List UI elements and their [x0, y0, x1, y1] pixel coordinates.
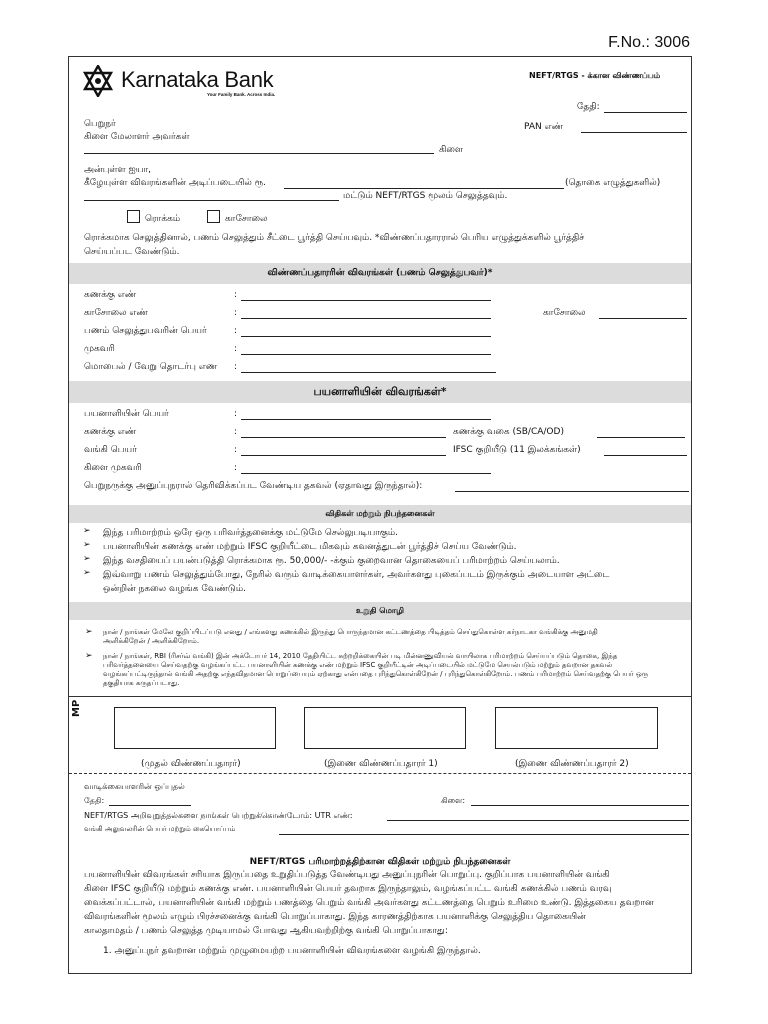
- declaration-line: வழங்கப்பட்டிருந்தால் வங்கி அதற்கு எந்தவிதமான பொறுப்பையும் ஏற்காது என்பதை புரிந்துகொள்கிறேன் / புரிந்துகொள்கிறோம். பணம் பரிமாற்றம் செய்வதற்கு பெயர் ஒரு: [103, 670, 649, 678]
- cheque-label: காசோலை: [225, 214, 268, 224]
- branch-label: கிளை: [439, 145, 464, 155]
- declaration-line: தகுதியாக கருதப்படாது.: [103, 679, 180, 687]
- beneficiary-name-field[interactable]: [241, 419, 491, 420]
- first-applicant-signature-box[interactable]: [114, 707, 276, 749]
- info-label: பெறுநருக்கு அனுப்புநரால் தெரிவிக்கப்பட வேண்டிய தகவல் (ஏதாவது இருந்தால்):: [84, 481, 423, 491]
- footer-para: காலதாமதம் / பணம் செலுத்த முடியாமல் போவது ஆகியவற்றிற்கு வங்கி பொறுப்பாகாது:: [84, 926, 448, 936]
- term-item: இவ்வாறு பணம் செலுத்தும்போது, நேரில் வரும் வாடிக்கையாளர்கள், அவர்களது புகைப்படம் இருக்கும் அடையாள அட்டை: [103, 570, 610, 580]
- date-label: தேதி:: [577, 102, 600, 112]
- joint-applicant-1-signature-box[interactable]: [304, 707, 466, 749]
- footer-terms-heading: NEFT/RTGS பரிமாற்றத்திற்கான விதிகள் மற்றும் நிபந்தனைகள்: [249, 857, 511, 867]
- amount-words-field[interactable]: [284, 188, 564, 189]
- bank-name: Karnataka Bank: [121, 67, 274, 92]
- footer-item: 1. அனுப்புநர் தவறான மற்றும் முழுமையற்ற பயனாளியின் விவரங்களை வழங்கி இருந்தால்.: [103, 946, 481, 956]
- utr-field[interactable]: [387, 820, 689, 821]
- applicant-cheque-label: காசோலை எண்: [84, 308, 148, 318]
- applicant-cheque-field[interactable]: [241, 318, 491, 319]
- instruction-line2: மட்டும் NEFT/RTGS மூலம் செலுத்தவும்.: [343, 191, 508, 201]
- footer-para: பயனாளியின் விவரங்கள் சரியாக இருப்பதை உறுதிப்படுத்த வேண்டியது அனுப்புநரின் பொறுப்பு. குறிப்பாக பயனாளியின் வங்கி: [84, 870, 610, 880]
- cheque-checkbox[interactable]: [207, 210, 220, 223]
- colon: :: [234, 326, 238, 336]
- amount-words-label: (தொகை எழுத்துகளில்): [565, 178, 661, 188]
- footer-para: விவரங்களின் மூலம் எழும் பிரச்சனைக்கு வங்கி பொறுப்பாகாது. இந்த காரணத்திற்காக பயனாளிக்கு செலுத்திய தொகையின்: [84, 912, 586, 922]
- applicant-account-field[interactable]: [241, 300, 491, 301]
- beneficiary-heading: பயனாளியின் விவரங்கள்*: [69, 381, 691, 403]
- ack-branch-field[interactable]: [471, 805, 689, 806]
- term-item: இந்த வசதியைப் பயன்படுத்தி ரொக்கமாக ரூ. 50,000/- -க்கும் குறைவான தொகையைப் பரிமாற்றம் செய்யலாம்.: [103, 556, 560, 566]
- joint-applicant-1-label: (இணை விண்ணப்பதாரர் 1): [324, 759, 438, 769]
- cut-line: [69, 773, 691, 774]
- cash-label: ரொக்கம்: [145, 214, 181, 224]
- colon: :: [234, 445, 238, 455]
- officer-field[interactable]: [279, 834, 689, 835]
- arrow-bullet-icon: ➢: [85, 627, 93, 637]
- joint-applicant-2-signature-box[interactable]: [495, 707, 658, 749]
- bank-tagline: Your Family Bank. Across India.: [207, 92, 276, 97]
- form-title: NEFT/RTGS - க்கான விண்ணப்பம்: [529, 71, 661, 80]
- manager-label: கிளை மேலாளர் அவர்கள்: [84, 132, 190, 142]
- karnataka-bank-logo-icon: [83, 65, 113, 97]
- arrow-bullet-icon: ➢: [83, 540, 91, 550]
- note-line1: ரொக்கமாக செலுத்தினால், பணம் செலுத்தும் சீட்டை பூர்த்தி செய்யவும். *விண்ணப்பதாரரால் பெரிய எழுத்துக்களில் பூர்த்திச்: [84, 233, 585, 243]
- arrow-bullet-icon: ➢: [83, 554, 91, 564]
- term-item: இந்த பரிமாற்றம் ஒரே ஒரு பரிவர்த்தனைக்கு மட்டுமே செல்லுபடியாகும்.: [103, 528, 398, 538]
- beneficiary-name-label: பயனாளியின் பெயர்: [84, 409, 169, 419]
- to-label: பெறுநர்: [84, 119, 116, 129]
- beneficiary-account-field[interactable]: [241, 437, 446, 438]
- colon: :: [234, 427, 238, 437]
- branch-address-field[interactable]: [241, 473, 491, 474]
- arrow-bullet-icon: ➢: [83, 568, 91, 578]
- cheque-right-field[interactable]: [599, 318, 687, 319]
- arrow-bullet-icon: ➢: [85, 651, 93, 661]
- mp-label: MP: [71, 699, 82, 717]
- mobile-label: மொபைல் / வேறு தொடர்பு எண: [84, 362, 218, 372]
- bank-name-label: வங்கி பெயர்: [84, 445, 137, 455]
- date-field[interactable]: [604, 112, 687, 113]
- colon: :: [234, 463, 238, 473]
- beneficiary-account-label: கணக்கு எண்: [84, 427, 137, 437]
- colon: :: [234, 409, 238, 419]
- utr-label: NEFT/RTGS அறிவுறுத்தல்களை நாங்கள் பெற்றுக்கொண்டோம்: UTR எண்:: [84, 811, 353, 820]
- declaration-line: நான் / நாங்கள் மேலே குறிப்பிடப்படு எனது / எங்களது கணக்கில் இருந்து பொருந்தமான கட்டணத்தை பிடித்தம் செய்துகொள்ள கர்நாடகா வங்கிக்கு அனுமதி: [103, 628, 598, 636]
- payer-name-label: பணம் செலுத்துபவரின் பெயர்: [84, 326, 207, 336]
- arrow-bullet-icon: ➢: [83, 526, 91, 536]
- address-field[interactable]: [241, 354, 491, 355]
- footer-para: கிளை IFSC குறியீடு மற்றும் கணக்கு எண். பயனாளியின் பெயர் தவறாக இருந்தாலும், வழங்கப்பட்ட வங்கி கணக்கில் பணம் வரவு: [84, 884, 612, 894]
- address-label: முகவரி: [84, 344, 115, 354]
- colon: :: [234, 290, 238, 300]
- account-type-label: கணக்கு வகை (SB/CA/OD): [453, 427, 564, 437]
- joint-applicant-2-label: (இணை விண்ணப்பதாரர் 2): [515, 759, 629, 769]
- ifsc-label: IFSC குறியீடு (11 இலக்கங்கள்): [453, 445, 581, 455]
- declaration-line: அளிக்கிறேன் / அளிக்கிறோம்.: [103, 637, 200, 645]
- salutation: அன்புள்ள ஐயா,: [84, 165, 152, 175]
- note-line2: செய்யப்பட வேண்டும்.: [84, 247, 180, 257]
- form-number: F.No.: 3006: [608, 34, 690, 51]
- term-item: பயனாளியின் கணக்கு எண் மற்றும் IFSC குறியீட்டை மிகவும் கவனத்துடன் பூர்த்திச் செய்ய வேண்டும்.: [103, 542, 517, 552]
- pan-field[interactable]: [581, 132, 687, 133]
- divider: [69, 696, 691, 697]
- info-field[interactable]: [455, 491, 689, 492]
- account-type-field[interactable]: [597, 437, 685, 438]
- cash-checkbox[interactable]: [127, 210, 140, 223]
- pan-label: PAN எண்: [524, 122, 564, 132]
- payer-name-field[interactable]: [241, 336, 491, 337]
- declaration-heading: உறுதி மொழி: [69, 602, 691, 620]
- declaration-line: பரிவர்த்தனையை செய்வதற்கு வழங்கப்பட்ட பயனாளியின் கணக்கு எண் மற்றும் IFSC குறியீட்டின் அடிப்படையில் மட்டுமே செயல்படும் மற்றும் தவறான தகவல்: [103, 661, 613, 669]
- amount-field[interactable]: [84, 200, 339, 201]
- terms-heading: விதிகள் மற்றும் நிபந்தனைகள்: [69, 505, 691, 523]
- beneficiary-bank-field[interactable]: [241, 455, 446, 456]
- applicant-heading: விண்ணப்பதாரரின் விவரங்கள் (பணம் செலுத்துபவர்)*: [69, 263, 691, 284]
- ack-branch-label: கிளை:: [441, 796, 466, 805]
- colon: :: [234, 308, 238, 318]
- branch-address-label: கிளை முகவரி: [84, 463, 142, 473]
- colon: :: [234, 344, 238, 354]
- mobile-field[interactable]: [241, 372, 496, 373]
- ack-date-field[interactable]: [109, 805, 191, 806]
- applicant-account-label: கணக்கு எண்: [84, 290, 137, 300]
- term-item-cont: ஒன்றின் நகலை வழங்க வேண்டும்.: [103, 584, 246, 594]
- instruction-line1: கீழேயுள்ள விவரங்களின் அடிப்படையில் ரூ.: [84, 178, 266, 188]
- ack-date-label: தேதி:: [84, 796, 105, 805]
- colon: :: [234, 362, 238, 372]
- first-applicant-label: (முதல் விண்ணப்பதாரர்): [141, 759, 241, 769]
- declaration-line: நான் / நாங்கள், RBI (ரிசர்வ் வங்கி) இன் அக்டோபர் 14, 2010 தேதியிட்ட சுற்றறிக்கையின் படி மின்னணுவியல் வாயிலாக பரிமாற்றம் செய்யப்படும் தொகை, இந்த: [103, 652, 618, 660]
- cheque-right-label: காசோலை: [543, 308, 586, 318]
- ifsc-field[interactable]: [604, 455, 687, 456]
- branch-field[interactable]: [84, 153, 434, 154]
- form-frame: [68, 56, 692, 974]
- footer-para: வைக்கப்பட்டால், பயனாளியின் வங்கி மற்றும் பணத்தை பெறும் வங்கி அவர்களது கட்டணத்தை பெறும் உரிமை உண்டு. இத்தகைய தவறான: [84, 898, 654, 908]
- ack-title: வாடிக்கையாளரின் ஒப்புதல்: [84, 782, 185, 791]
- officer-label: வங்கி அலுவலரின் பெயர் மற்றும் கையொப்பம்: [84, 825, 236, 833]
